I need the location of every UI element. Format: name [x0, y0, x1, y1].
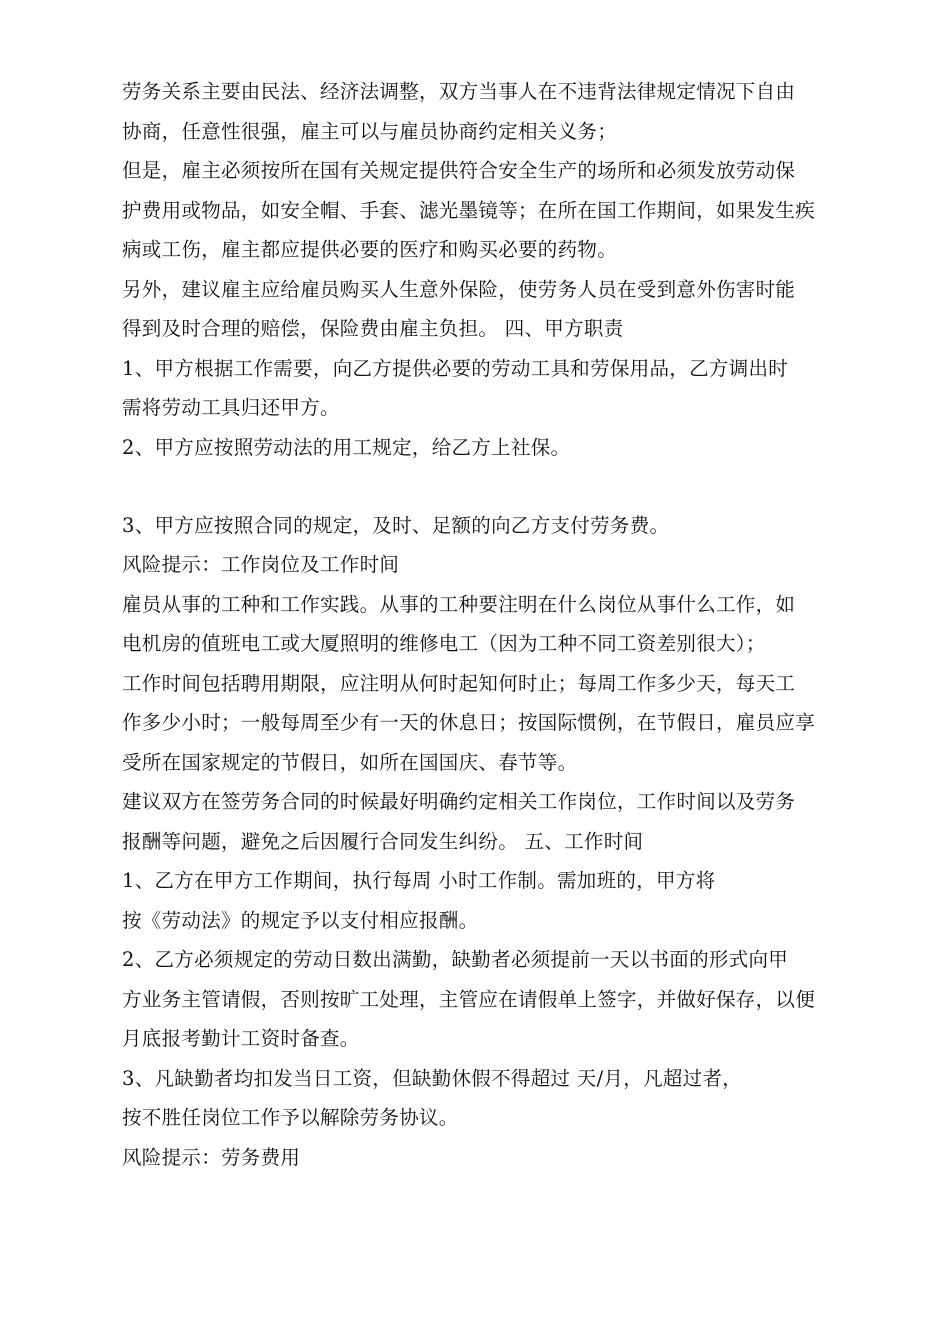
text-line: 需将劳动工具归还甲方。	[122, 396, 340, 419]
text-line: 雇员从事的工种和工作实践。从事的工种要注明在什么岗位从事什么工作，如	[122, 593, 796, 616]
text-line: 方业务主管请假，否则按旷工处理，主管应在请假单上签字，并做好保存，以便	[122, 988, 816, 1011]
text-line: 受所在国家规定的节假日，如所在国国庆、春节等。	[122, 751, 578, 774]
text-line: 但是，雇主必须按所在国有关规定提供符合安全生产的场所和必须发放劳动保	[122, 159, 796, 182]
text-line: 协商，任意性很强，雇主可以与雇员协商约定相关义务；	[122, 120, 618, 143]
text-line: 按《劳动法》的规定予以支付相应报酬。	[122, 909, 479, 932]
text-line: 作多少小时；一般每周至少有一天的休息日；按国际惯例，在节假日，雇员应享	[122, 711, 816, 734]
text-line: 劳务关系主要由民法、经济法调整，双方当事人在不违背法律规定情况下自由	[122, 80, 796, 103]
text-line: 1、甲方根据工作需要，向乙方提供必要的劳动工具和劳保用品，乙方调出时	[122, 357, 789, 380]
text-line: 3、凡缺勤者均扣发当日工资，但缺勤休假不得超过 天/月，凡超过者，	[122, 1067, 743, 1090]
text-line: 2、甲方应按照劳动法的用工规定，给乙方上社保。	[122, 436, 571, 459]
text-line: 工作时间包括聘用期限，应注明从何时起知何时止；每周工作多少天，每天工	[122, 672, 796, 695]
text-line: 病或工伤，雇主都应提供必要的医疗和购买必要的药物。	[122, 238, 618, 261]
text-line: 护费用或物品，如安全帽、手套、滤光墨镜等；在所在国工作期间，如果发生疾	[122, 199, 816, 222]
text-line: 按不胜任岗位工作予以解除劳务协议。	[122, 1106, 459, 1129]
text-line: 月底报考勤计工资时备查。	[122, 1027, 360, 1050]
text-line: 2、乙方必须规定的劳动日数出满勤，缺勤者必须提前一天以书面的形式向甲	[122, 948, 789, 971]
text-line: 3、甲方应按照合同的规定，及时、足额的向乙方支付劳务费。	[122, 514, 670, 537]
text-line: 风险提示：劳务费用	[122, 1146, 301, 1169]
text-line: 报酬等问题，避免之后因履行合同发生纠纷。 五、工作时间	[122, 830, 644, 853]
text-line: 得到及时合理的赔偿，保险费由雇主负担。 四、甲方职责	[122, 317, 624, 340]
text-line: 风险提示：工作岗位及工作时间	[122, 553, 400, 576]
text-line: 电机房的值班电工或大厦照明的维修电工（因为工种不同工资差别很大）；	[122, 632, 766, 655]
text-line: 建议双方在签劳务合同的时候最好明确约定相关工作岗位，工作时间以及劳务	[122, 790, 796, 813]
text-line: 另外，建议雇主应给雇员购买人生意外保险，使劳务人员在受到意外伤害时能	[122, 278, 796, 301]
text-line: 1、乙方在甲方工作期间，执行每周 小时工作制。需加班的，甲方将	[122, 869, 716, 892]
